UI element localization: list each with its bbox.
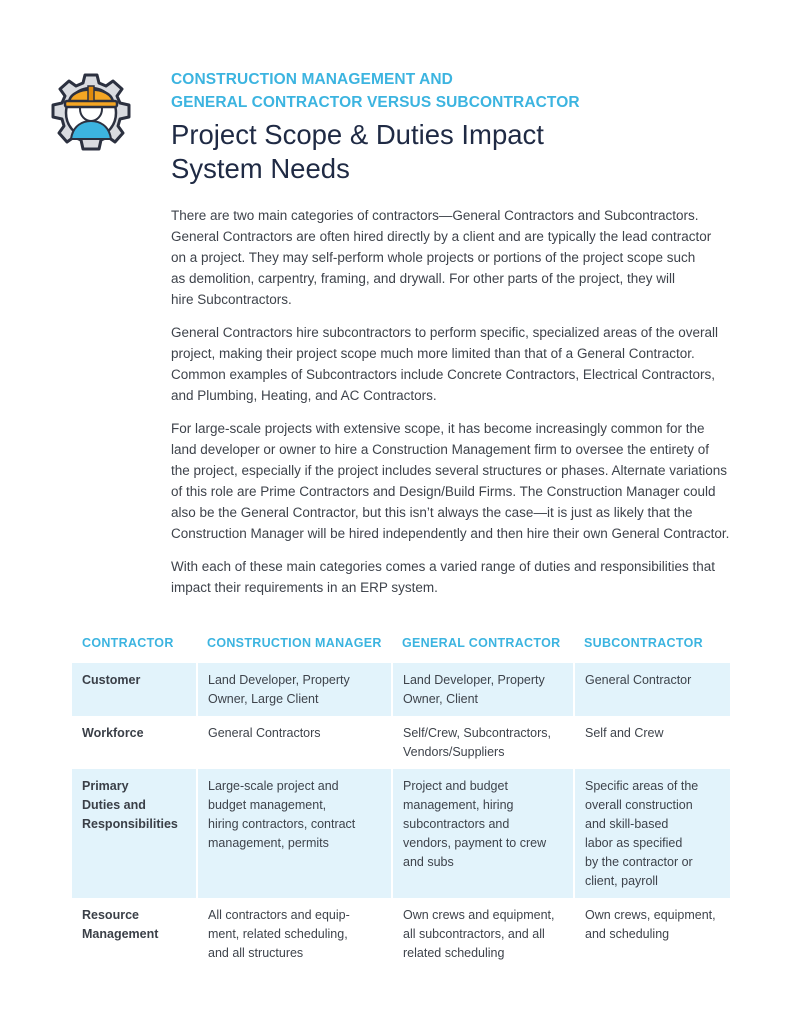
cell-line: Land Developer, Property (403, 673, 545, 687)
cell-line: All contractors and equip- (208, 908, 350, 922)
text-line: Common examples of Subcontractors include Concrete Contractors, Electrical Contractors, (171, 367, 715, 382)
contractor-comparison-table (72, 630, 730, 970)
cell-line: by the contractor or (585, 855, 693, 869)
table-cell (574, 716, 730, 769)
paragraph-3 (171, 418, 741, 544)
cell-line: and scheduling (585, 927, 670, 941)
row-label (72, 663, 197, 716)
cell-line: Large-scale project and (208, 779, 339, 793)
paragraph-4 (171, 556, 741, 598)
row-label (72, 769, 197, 898)
cell-line: and all structures (208, 946, 304, 960)
cell-line: Workforce (82, 726, 144, 740)
cell-line: Owner, Large Client (208, 692, 319, 706)
table-row-resource-management (72, 898, 730, 970)
text-line: and Plumbing, Heating, and AC Contractors. (171, 388, 437, 403)
cell-line: Land Developer, Property (208, 673, 350, 687)
cell-line: Duties and (82, 798, 146, 812)
cell-line: Primary (82, 779, 129, 793)
table-row-customer (72, 663, 730, 716)
title-line-1: Project Scope & Duties Impact (171, 119, 544, 150)
page-title (171, 118, 544, 186)
cell-line: and skill-based (585, 817, 669, 831)
text-line: project, making their project scope much more limited than that of a General Contractor. (171, 346, 695, 361)
table-cell (574, 769, 730, 898)
text-line: impact their requirements in an ERP system. (171, 580, 438, 595)
title-line-2: System Needs (171, 153, 350, 184)
construction-worker-gear-icon (48, 68, 134, 160)
cell-line: budget management, (208, 798, 327, 812)
table-cell (197, 663, 392, 716)
paragraph-2 (171, 322, 741, 406)
cell-line: Management (82, 927, 159, 941)
cell-line: Specific areas of the (585, 779, 699, 793)
cell-line: Self/Crew, Subcontractors, (403, 726, 551, 740)
text-line: General Contractors hire subcontractors to perform specific, specialized areas of the overall (171, 325, 719, 340)
text-line: also be the General Contractor, but this isn’t always the case—it is just as likely that the (171, 505, 693, 520)
cell-line: Self and Crew (585, 726, 664, 740)
cell-line: Project and budget (403, 779, 508, 793)
cell-line: subcontractors and (403, 817, 510, 831)
kicker-line-2: GENERAL CONTRACTOR VERSUS SUBCONTRACTOR (171, 94, 580, 111)
column-header-subcontractor: SUBCONTRACTOR (584, 636, 703, 650)
cell-line: related scheduling (403, 946, 505, 960)
cell-line: vendors, payment to crew (403, 836, 547, 850)
table-cell (197, 769, 392, 898)
table-cell (392, 663, 574, 716)
cell-line: Own crews, equipment, (585, 908, 716, 922)
row-label (72, 898, 197, 970)
cell-line: Responsibilities (82, 817, 178, 831)
table-cell (392, 898, 574, 970)
column-header-general-contractor: GENERAL CONTRACTOR (402, 636, 561, 650)
cell-line: ment, related scheduling, (208, 927, 348, 941)
cell-line: and subs (403, 855, 454, 869)
column-header-contractor: CONTRACTOR (82, 636, 174, 650)
text-line: land developer or owner to hire a Construction Management firm to oversee the entirety of (171, 442, 710, 457)
text-line: There are two main categories of contractors—General Contractors and Subcontractors. (171, 208, 699, 223)
cell-line: Own crews and equipment, (403, 908, 555, 922)
text-line: on a project. They may self-perform whole projects or portions of the project scope such (171, 250, 696, 265)
text-line: hire Subcontractors. (171, 292, 292, 307)
row-label (72, 716, 197, 769)
text-line: of this role are Prime Contractors and Design/Build Firms. The Construction Manager could (171, 484, 716, 499)
table-header-row (72, 630, 730, 663)
section-kicker (171, 68, 580, 114)
cell-line: Owner, Client (403, 692, 479, 706)
table-cell (392, 769, 574, 898)
cell-line: all subcontractors, and all (403, 927, 545, 941)
text-line: General Contractors are often hired directly by a client and are typically the lead contractor (171, 229, 712, 244)
table-row-primary-duties (72, 769, 730, 898)
text-line: For large-scale projects with extensive scope, it has become increasingly common for the (171, 421, 705, 436)
cell-line: labor as specified (585, 836, 683, 850)
cell-line: management, permits (208, 836, 329, 850)
cell-line: General Contractor (585, 673, 692, 687)
cell-line: Customer (82, 673, 141, 687)
table-cell (574, 663, 730, 716)
cell-line: Resource (82, 908, 139, 922)
table-cell (197, 716, 392, 769)
text-line: the project, especially if the project includes several structures or phases. Alternate variations (171, 463, 728, 478)
cell-line: overall construction (585, 798, 693, 812)
table-cell (574, 898, 730, 970)
column-header-construction-manager: CONSTRUCTION MANAGER (207, 636, 382, 650)
text-line: With each of these main categories comes a varied range of duties and responsibilities that (171, 559, 716, 574)
kicker-line-1: CONSTRUCTION MANAGEMENT AND (171, 71, 453, 88)
cell-line: hiring contractors, contract (208, 817, 356, 831)
cell-line: General Contractors (208, 726, 321, 740)
cell-line: management, hiring (403, 798, 514, 812)
cell-line: client, payroll (585, 874, 658, 888)
body-text (171, 205, 741, 610)
cell-line: Vendors/Suppliers (403, 745, 505, 759)
table-cell (392, 716, 574, 769)
table-row-workforce (72, 716, 730, 769)
paragraph-1 (171, 205, 741, 310)
text-line: Construction Manager will be hired independently and then hire their own General Contractor. (171, 526, 730, 541)
text-line: as demolition, carpentry, framing, and drywall. For other parts of the project, they will (171, 271, 675, 286)
table-cell (197, 898, 392, 970)
